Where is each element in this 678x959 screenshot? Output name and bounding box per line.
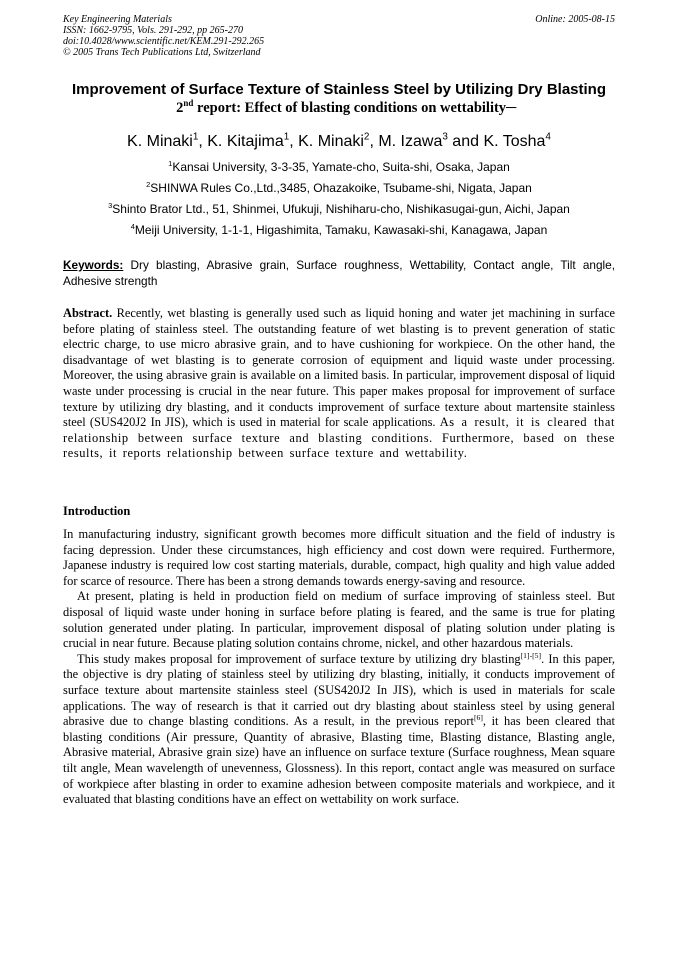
copyright-line: © 2005 Trans Tech Publications Ltd, Switzerland xyxy=(63,47,261,58)
section-heading-introduction: Introduction xyxy=(63,504,131,518)
keywords-text: Dry blasting, Abrasive grain, Surface roughness, Wettability, Contact angle, Tilt angle, Adhesive strength xyxy=(63,258,615,288)
abstract-text: Recently, wet blasting is generally used such as liquid honing and water jet machining in surface before plating of stainless steel. The outstanding feature of wet blasting is to prevent generation of static electric charge, to use micro abrasive grain, and to have cushioning for workpiece. On the other hand, the disadvantage of wet blasting is to generate corrosion of equipment and liquid waste under processing. Moreover, the using abrasive grain is available on a limited basis. In particular, improvement disposal of liquid waste under processing is crucial in the near future. This paper makes proposal for improvement of surface texture by utilizing dry blasting, and it conducts improvement of surface texture about martensite stainless steel (SUS420J2 In JIS), which is used in material for scale applications. xyxy=(63,306,615,430)
subtitle-prefix: 2 xyxy=(161,100,184,116)
affiliation xyxy=(63,199,615,220)
title-subtitle xyxy=(63,99,615,118)
affiliation xyxy=(63,220,615,241)
journal-header xyxy=(63,14,615,58)
affiliation-number: 3 xyxy=(108,201,113,210)
author-affiliation-mark: 1 xyxy=(283,131,290,143)
affiliation-number: 1 xyxy=(168,159,173,168)
affiliation-list xyxy=(63,157,615,241)
author-affiliation-mark: 1 xyxy=(192,131,199,143)
affiliation-text: Shinto Brator Ltd., 51, Shinmei, Ufukuji, Nishiharu-cho, Nishikasugai-gun, Aichi, Japan xyxy=(112,202,570,216)
author-name: M. Izawa xyxy=(378,133,443,150)
author-affiliation-mark: 4 xyxy=(545,131,551,143)
keywords xyxy=(63,258,615,289)
journal-name: Key Engineering Materials xyxy=(63,14,172,25)
paragraph-text: , it has been cleared that blasting conditions (Air pressure, Quantity of abrasive, Blasting time, Blasting distance, Blasting angle, Abrasive material, Abrasive grain size) have an influence on surface texture (Surface roughness, Mean square tilt angle, Mean wavelength of unevenness, Glossness). In this report, contact angle was measured on surface of workpiece after blasting in order to examine adhesion between composite materials and workpiece, and it evaluated that blasting conditions have an effect on wettability on work surface. xyxy=(63,714,615,807)
author-affiliation-mark: 2 xyxy=(363,131,370,143)
author-list xyxy=(63,132,615,152)
abstract-label: Abstract. xyxy=(63,306,113,320)
subtitle-text: report: Effect of blasting conditions on wettability─ xyxy=(193,100,517,116)
paragraph: In manufacturing industry, significant growth becomes more difficult situation and the field of industry is facing depression. Under these circumstances, high efficiency and cost down were required. Furthermore, Japanese industry is required low cost starting materials, durable, compact, high quality and high value added for scarce of resource. There has been a strong demands towards energy-saving and resource. xyxy=(63,527,615,588)
affiliation-text: Meiji University, 1-1-1, Higashimita, Tamaku, Kawasaki-shi, Kanagawa, Japan xyxy=(134,223,548,237)
citation: [6] xyxy=(473,713,483,722)
author-separator: , xyxy=(198,133,208,150)
abstract-text-conclusion: As a result, it is cleared that relationship between surface texture and blasting conditions. Furthermore, based on these results, it reports relationship between surface texture and wettability. xyxy=(63,415,615,461)
author-name: K. Tosha xyxy=(483,133,546,150)
title-main: Improvement of Surface Texture of Stainless Steel by Utilizing Dry Blasting xyxy=(71,81,606,98)
paper-title xyxy=(63,80,615,118)
affiliation-number: 2 xyxy=(146,180,151,189)
affiliation-number: 4 xyxy=(130,222,135,231)
paragraph-text: This study makes proposal for improvement of surface texture by utilizing dry blasting xyxy=(77,651,521,666)
subtitle-sup: nd xyxy=(183,98,194,109)
author-name: K. Minaki xyxy=(127,133,193,150)
paragraph: At present, plating is held in production field on medium of surface improving of stainless steel. But disposal of liquid waste under honing in surface before plating is feared, and the same is true for plating solution generated under plating. In particular, improvement disposal of plating solution under plating is crucial in near future. Because plating solution contains chrome, nickel, and other hazardous materials. xyxy=(63,589,615,651)
author-separator: , xyxy=(369,133,379,150)
author-affiliation-mark: 3 xyxy=(442,131,448,143)
affiliation xyxy=(63,178,615,199)
issn-line: ISSN: 1662-9795, Vols. 291-292, pp 265-270 xyxy=(63,25,243,36)
doi-line: doi:10.4028/www.scientific.net/KEM.291-292.265 xyxy=(63,36,265,47)
introduction-body xyxy=(63,527,615,808)
author-name: K. Kitajima xyxy=(207,133,284,150)
paragraph-text: . In this paper, the objective is dry plating of stainless steel by utilizing dry blasting, initially, it conducts improvement of surface texture about martensite stainless steel (SUS420J2 In JIS), which is used in materials for scale applications. The way of research is that it carried out dry blasting about stainless steel by using general abrasive due to change blasting conditions. As a result, in the previous report xyxy=(63,651,616,729)
affiliation xyxy=(63,157,615,178)
abstract xyxy=(63,306,615,462)
affiliation-text: Kansai University, 3-3-35, Yamate-cho, Suita-shi, Osaka, Japan xyxy=(172,160,510,174)
affiliation-text: SHINWA Rules Co.,Ltd.,3485, Ohazakoike, Tsubame-shi, Nigata, Japan xyxy=(150,181,532,195)
paragraph xyxy=(63,652,615,808)
author-separator: , xyxy=(289,133,299,150)
keywords-label: Keywords: xyxy=(63,258,124,272)
author-and: and xyxy=(447,133,484,150)
citation: [1]-[5] xyxy=(520,650,542,660)
online-date: Online: 2005-08-15 xyxy=(535,14,615,25)
author-name: K. Minaki xyxy=(298,133,364,150)
